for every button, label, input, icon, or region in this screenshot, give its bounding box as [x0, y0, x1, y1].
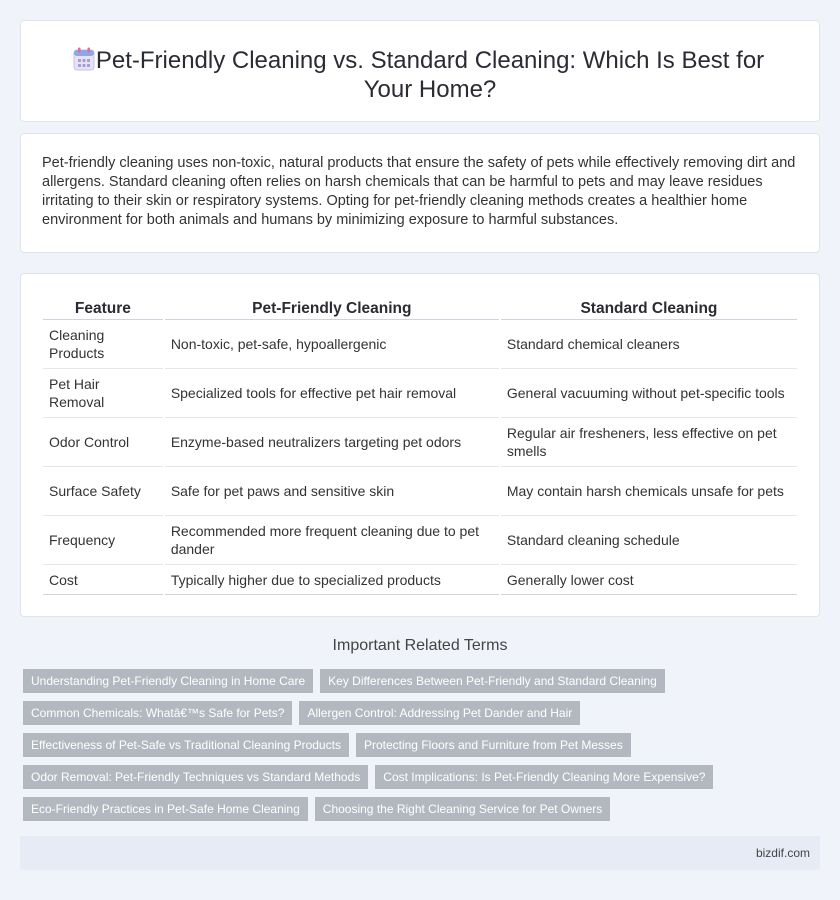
table-row	[43, 418, 797, 467]
table-cell-pet-friendly: Typically higher due to specialized products	[165, 565, 499, 595]
table-cell-standard: Standard cleaning schedule	[501, 516, 797, 565]
table-cell-feature: Frequency	[43, 516, 163, 565]
related-term-tag[interactable]: Understanding Pet-Friendly Cleaning in Home Care	[23, 669, 313, 693]
table-row	[43, 516, 797, 565]
intro-paragraph: Pet-friendly cleaning uses non-toxic, natural products that ensure the safety of pets while effectively removing dirt and allergens. Standard cleaning often relies on harsh chemicals that can be harmful to pets and may leave residues irritating to their skin or respiratory systems. Opting for pet-friendly cleaning methods creates a healthier home environment for both animals and humans by minimizing exposure to harmful substances.	[42, 155, 796, 228]
related-term-tag[interactable]: Allergen Control: Addressing Pet Dander and Hair	[299, 701, 580, 725]
title-card	[20, 20, 820, 122]
related-term-tag[interactable]: Cost Implications: Is Pet-Friendly Cleaning More Expensive?	[375, 765, 713, 789]
table-cell-pet-friendly: Specialized tools for effective pet hair removal	[165, 369, 499, 418]
table-cell-feature: Odor Control	[43, 418, 163, 467]
table-row	[43, 565, 797, 595]
intro-card	[20, 133, 820, 253]
table-cell-pet-friendly: Enzyme-based neutralizers targeting pet odors	[165, 418, 499, 467]
table-cell-feature: Pet Hair Removal	[43, 369, 163, 418]
table-cell-standard: Standard chemical cleaners	[501, 320, 797, 369]
related-terms-list	[23, 669, 813, 829]
related-term-tag[interactable]: Common Chemicals: Whatâ€™s Safe for Pets?	[23, 701, 292, 725]
table-cell-standard: Regular air fresheners, less effective on pet smells	[501, 418, 797, 467]
table-row	[43, 369, 797, 418]
related-term-tag[interactable]: Eco-Friendly Practices in Pet-Safe Home Cleaning	[23, 797, 308, 821]
table-cell-standard: General vacuuming without pet-specific tools	[501, 369, 797, 418]
table-cell-pet-friendly: Safe for pet paws and sensitive skin	[165, 467, 499, 516]
related-term-tag[interactable]: Odor Removal: Pet-Friendly Techniques vs Standard Methods	[23, 765, 368, 789]
related-term-tag[interactable]: Key Differences Between Pet-Friendly and Standard Cleaning	[320, 669, 665, 693]
table-row	[43, 467, 797, 516]
related-term-tag[interactable]: Choosing the Right Cleaning Service for Pet Owners	[315, 797, 610, 821]
table-cell-pet-friendly: Non-toxic, pet-safe, hypoallergenic	[165, 320, 499, 369]
comparison-card	[20, 273, 820, 617]
site-name[interactable]: bizdif.com	[755, 846, 810, 860]
related-term-tag[interactable]: Effectiveness of Pet-Safe vs Traditional Cleaning Products	[23, 733, 349, 757]
related-terms-heading: Important Related Terms	[332, 637, 508, 654]
column-header-pet-friendly: Pet-Friendly Cleaning	[165, 296, 499, 320]
related-term-tag[interactable]: Protecting Floors and Furniture from Pet Messes	[356, 733, 631, 757]
column-header-feature: Feature	[43, 296, 163, 320]
page-title: Pet-Friendly Cleaning vs. Standard Cleaning: Which Is Best for Your Home?	[95, 47, 765, 103]
comparison-table	[41, 296, 799, 595]
table-row	[43, 320, 797, 369]
table-cell-feature: Cost	[43, 565, 163, 595]
table-cell-standard: Generally lower cost	[501, 565, 797, 595]
table-header-row	[43, 296, 797, 320]
table-cell-pet-friendly: Recommended more frequent cleaning due to pet dander	[165, 516, 499, 565]
table-cell-standard: May contain harsh chemicals unsafe for pets	[501, 467, 797, 516]
footer	[20, 836, 820, 870]
column-header-standard: Standard Cleaning	[501, 296, 797, 320]
table-cell-feature: Cleaning Products	[43, 320, 163, 369]
table-cell-feature: Surface Safety	[43, 467, 163, 516]
